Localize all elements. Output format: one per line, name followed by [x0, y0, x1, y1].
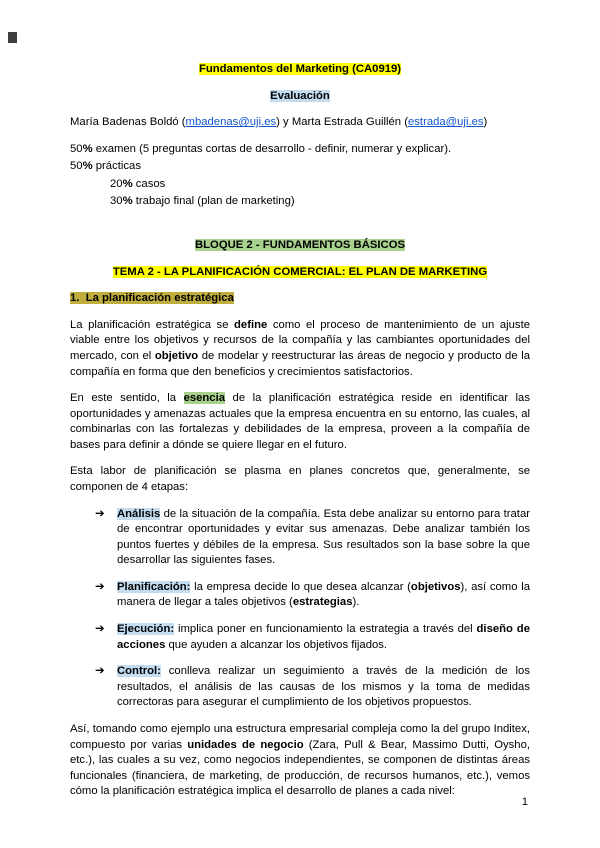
text-run: define: [234, 318, 268, 331]
arrow-bullet-icon: ➔: [95, 665, 105, 678]
course-title: [70, 62, 530, 78]
text-run: Así, tomando como ejemplo una estructura empresarial compleja como la del grupo Inditex, compuesto por varias: [70, 722, 530, 751]
text-run: objetivos: [410, 580, 461, 593]
paragraph-strategic-definition: [70, 318, 530, 380]
text-run: que ayuden a alcanzar los objetivos fijados.: [165, 638, 388, 651]
text-run: BLOQUE 2 - FUNDAMENTOS BÁSICOS: [194, 239, 406, 252]
arrow-bullet-icon: ➔: [95, 507, 105, 520]
text-run: de modelar y reestructurar las áreas de negocio y producto de la compañía en forma que den beneficios y crecimientos satisfactorios.: [70, 349, 530, 378]
grading-line-final-project: [110, 194, 530, 210]
text-run: Ejecución:: [117, 623, 175, 636]
text-run: La planificación estratégica: [85, 292, 234, 305]
text-run: Fundamentos del Marketing (CA0919): [198, 63, 402, 75]
page-number: 1: [521, 795, 528, 808]
text-run: estrategias: [292, 596, 353, 609]
bullet-control: [70, 664, 530, 711]
paragraph-essence: [70, 391, 530, 453]
text-run: 50: [70, 142, 83, 155]
grading-line-practices: [70, 159, 530, 175]
grading-line-exam: [70, 142, 530, 158]
tema-heading: [70, 265, 530, 281]
bullet-planificacion: [70, 580, 530, 611]
email-link[interactable]: mbadenas@uji.es: [185, 116, 277, 129]
text-run: 20: [110, 177, 123, 190]
text-run: Planificación:: [117, 580, 191, 593]
text-run: la empresa decide lo que desea alcanzar (: [190, 580, 411, 593]
bloque-heading: [70, 238, 530, 254]
text-run: casos: [132, 177, 166, 190]
text-run: conlleva realizar un seguimiento a través de la medición de los resultados, el análisis de las causas de los mismos y la toma de medidas correctoras para asegurar el cumplimiento de los objetivos propuestos.: [117, 665, 530, 709]
arrow-bullet-icon: ➔: [95, 580, 105, 593]
text-run: %: [82, 142, 93, 155]
arrow-bullet-icon: ➔: [95, 623, 105, 636]
bullet-planificacion-text: [117, 580, 530, 611]
text-run: ), así como la manera de llegar a tales objetivos (: [117, 580, 530, 609]
bullet-ejecucion-text: [117, 622, 530, 653]
text-run: En este sentido, la: [70, 392, 184, 405]
text-run: de la planificación estratégica reside en identificar las oportunidades y amenazas actuales que la empresa encuentra en su entorno, las cuales, al combinarlas con las fortalezas y debilidades de la empresa, proveen a la compañía de bases para definir a dónde se quiere llegar en el futuro.: [70, 392, 530, 451]
bullet-analisis: [70, 507, 530, 569]
section-1-heading: [70, 291, 530, 307]
text-run: La planificación estratégica se: [70, 318, 235, 331]
text-run: esencia: [183, 392, 226, 405]
grading-line-cases: [110, 177, 530, 193]
scan-artifact-mark: [8, 32, 17, 43]
text-run: unidades de negocio: [187, 738, 304, 751]
paragraph-stages-intro: [70, 464, 530, 495]
text-run: de la situación de la compañía. Esta debe analizar su entorno para tratar de encontrar oportunidades y evitar sus amenazas. Debe analizar también los puntos fuertes y débiles de la empresa. Sus resultados son la base sobre la que desarrollar las siguientes fases.: [117, 507, 530, 567]
text-run: ) y Marta Estrada Guillén (: [276, 116, 408, 129]
text-run: Análisis: [117, 507, 161, 520]
text-run: ): [483, 116, 488, 129]
text-run: %: [82, 160, 93, 173]
text-run: prácticas: [92, 160, 141, 173]
text-run: Evaluación: [270, 89, 330, 102]
text-run: 1.: [70, 292, 80, 305]
email-link[interactable]: estrada@uji.es: [408, 116, 484, 129]
text-run: 30: [110, 195, 123, 208]
text-run: 50: [70, 160, 83, 173]
text-run: objetivo: [154, 349, 199, 362]
text-run: María Badenas Boldó (: [70, 116, 186, 129]
text-run: %: [122, 177, 133, 190]
bullet-control-text: [117, 664, 530, 711]
text-run: ).: [352, 596, 360, 609]
paragraph-inditex-example: [70, 722, 530, 800]
text-run: %: [122, 195, 133, 208]
bullet-analisis-text: [117, 507, 530, 569]
authors-line: [70, 115, 530, 131]
bullet-ejecucion: [70, 622, 530, 653]
text-run: (Zara, Pull & Bear, Massimo Dutti, Oysho, etc.), las cuales a su vez, como negocios independientes, se componen de distintas áreas funcionales (financiera, de marketing, de producción, de recursos humanos, etc.), vemos cómo la planificación estratégica implica el desarrollo de planes a cada nivel:: [70, 738, 530, 798]
text-run: implica poner en funcionamiento la estrategia a través del: [174, 623, 477, 636]
evaluacion-heading: [70, 89, 530, 105]
text-run: como el proceso de mantenimiento de un ajuste viable entre los objetivos y recursos de la compañía y las cambiantes oportunidades del mercado, con el: [70, 318, 531, 362]
text-run: TEMA 2 - LA PLANIFICACIÓN COMERCIAL: EL PLAN DE MARKETING: [112, 265, 488, 278]
text-run: Control:: [117, 665, 161, 678]
text-run: diseño de acciones: [117, 623, 530, 651]
text-run: examen (5 preguntas cortas de desarrollo - definir, numerar y explicar).: [92, 142, 452, 155]
text-run: [79, 292, 85, 304]
text-run: trabajo final (plan de marketing): [132, 195, 295, 208]
text-run: Esta labor de planificación se plasma en planes concretos que, generalmente, se componen de 4 etapas:: [70, 465, 530, 493]
